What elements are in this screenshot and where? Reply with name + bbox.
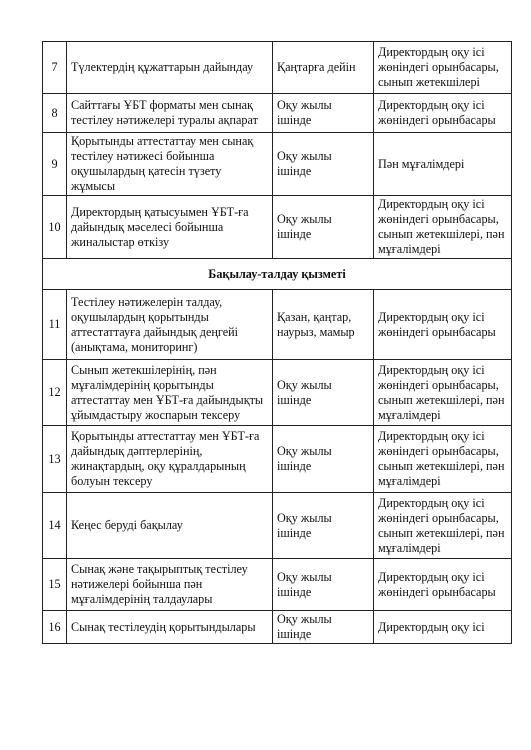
row-event: Тестілеу нәтижелерін талдау, оқушылардың қорытынды аттестаттауға дайындық деңгейі (анықтама, мониторинг) <box>67 290 273 360</box>
row-responsible: Директордың оқу ісі жөніндегі орынбасары, сынып жетекшілері, пән мұғалімдері <box>374 426 512 493</box>
table-row <box>43 426 512 493</box>
row-event: Сынақ тестілеудің қорытындылары <box>67 611 273 644</box>
row-event: Қорытынды аттестаттау мен ҰБТ-ға дайындық дәптерлерінің, жинақтардың, оқу құралдарының болуын тексеру <box>67 426 273 493</box>
table-row <box>43 196 512 259</box>
row-number: 7 <box>43 42 67 94</box>
row-responsible: Директордың оқу ісі <box>374 611 512 644</box>
row-term: Оқу жылы ішінде <box>273 611 374 644</box>
table-row <box>43 360 512 426</box>
row-term: Қаңтарға дейін <box>273 42 374 94</box>
table-row <box>43 290 512 360</box>
table-row <box>43 493 512 559</box>
row-number: 13 <box>43 426 67 493</box>
row-responsible: Директордың оқу ісі жөніндегі орынбасары, сынып жетекшілері, пән мұғалімдері <box>374 493 512 559</box>
row-number: 12 <box>43 360 67 426</box>
row-number: 9 <box>43 133 67 196</box>
table-row <box>43 42 512 94</box>
row-term: Оқу жылы ішінде <box>273 426 374 493</box>
row-responsible: Директордың оқу ісі жөніндегі орынбасары, сынып жетекшілері <box>374 42 512 94</box>
row-number: 8 <box>43 94 67 133</box>
row-term: Оқу жылы ішінде <box>273 360 374 426</box>
row-event: Сынып жетекшілерінің, пән мұғалімдерінің қорытынды аттестаттау мен ҰБТ-ға дайындықты ұйымдастыру жоспарын тексеру <box>67 360 273 426</box>
row-number: 10 <box>43 196 67 259</box>
row-event: Түлектердің құжаттарын дайындау <box>67 42 273 94</box>
row-number: 16 <box>43 611 67 644</box>
plan-table-body-part1 <box>43 42 512 644</box>
row-responsible: Директордың оқу ісі жөніндегі орынбасары, сынып жетекшілері, пән мұғалімдері <box>374 360 512 426</box>
row-term: Оқу жылы ішінде <box>273 94 374 133</box>
row-responsible: Пән мұғалімдері <box>374 133 512 196</box>
row-term: Оқу жылы ішінде <box>273 493 374 559</box>
row-number: 11 <box>43 290 67 360</box>
row-term: Оқу жылы ішінде <box>273 133 374 196</box>
row-event: Сынақ және тақырыптық тестілеу нәтижелері бойынша пән мұғалімдерінің талдаулары <box>67 559 273 611</box>
row-responsible: Директордың оқу ісі жөніндегі орынбасары, сынып жетекшілері, пән мұғалімдері <box>374 196 512 259</box>
row-responsible: Директордың оқу ісі жөніндегі орынбасары <box>374 290 512 360</box>
row-responsible: Директордың оқу ісі жөніндегі орынбасары <box>374 94 512 133</box>
row-term: Оқу жылы ішінде <box>273 559 374 611</box>
row-number: 14 <box>43 493 67 559</box>
row-event: Қорытынды аттестаттау мен сынақ тестілеу нәтижесі бойынша оқушылардың қатесін түзету жұмысы <box>67 133 273 196</box>
row-term: Қазан, қаңтар, наурыз, мамыр <box>273 290 374 360</box>
table-row <box>43 559 512 611</box>
section-title: Бақылау-талдау қызметі <box>43 259 512 290</box>
row-term: Оқу жылы ішінде <box>273 196 374 259</box>
table-row <box>43 611 512 644</box>
row-number: 15 <box>43 559 67 611</box>
row-event: Сайттағы ҰБТ форматы мен сынақ тестілеу нәтижелері туралы ақпарат <box>67 94 273 133</box>
section-header-row <box>43 259 512 290</box>
row-event: Кеңес беруді бақылау <box>67 493 273 559</box>
row-responsible: Директордың оқу ісі жөніндегі орынбасары <box>374 559 512 611</box>
table-row <box>43 94 512 133</box>
row-event: Директордың қатысуымен ҰБТ-ға дайындық мәселесі бойынша жиналыстар өткізу <box>67 196 273 259</box>
table-row <box>43 133 512 196</box>
plan-table <box>42 41 512 644</box>
